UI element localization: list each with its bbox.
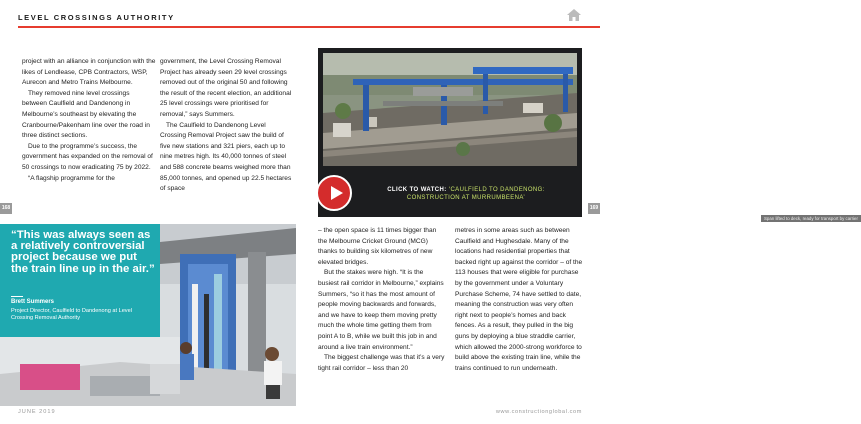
play-icon: [331, 186, 343, 200]
pull-quote: [0, 224, 160, 337]
article-column-4: [455, 226, 583, 374]
quote-text: “This was always seen as a relatively controversial project because we put the train line up in the air.”: [11, 229, 155, 275]
paragraph: “A flagship programme for the: [28, 174, 115, 182]
play-button[interactable]: [316, 175, 352, 211]
quote-divider: [11, 296, 23, 297]
paragraph: The Caulfield to Dandenong Level Crossing Removal Project saw the build of five new stations and 321 piers, each up to nine metres high. Its 40,000 tonnes of steel and 588 concrete beams weighed more than 85,000 tonnes, and opened up 22.5 hectares of space: [160, 121, 292, 193]
page-number-right: 169: [588, 203, 600, 214]
quote-author-name: Brett Summers: [11, 299, 55, 305]
page-number-left: 168: [0, 203, 12, 214]
paragraph: The biggest challenge was that it’s a very tight rail corridor – less than 20: [318, 354, 445, 372]
paragraph: Due to the programme’s success, the government has expanded on the removal of 50 crossings to now eradicating 75 by 2022.: [22, 142, 153, 171]
home-icon[interactable]: [566, 8, 582, 22]
video-title-line2: CONSTRUCTION AT MURRUMBEENA’: [406, 195, 526, 201]
paragraph: But the stakes were high. “It is the busiest rail corridor in Melbourne,” explains Summers, “so it has the most amount of people moving backwards and forwards, and we have to keep them moving pretty much the whole time getting them from point A to B, while we built this job in and around a live train environment.”: [318, 269, 444, 351]
paragraph: – the open space is 11 times bigger than the Melbourne Cricket Ground (MCG) thanks to building six kilometres of new elevated bridges.: [318, 227, 437, 266]
header-rule: [18, 26, 600, 28]
article-column-2: [160, 57, 293, 195]
issue-date: JUNE 2019: [18, 409, 56, 415]
article-column-1: [22, 57, 156, 184]
paragraph: metres in some areas such as between Caulfield and Hughesdale. Many of the locations had residential properties that backed right up against the corridor – of the 113 houses that were eligible for purchase by the government under a Voluntary Purchase Scheme, 74 have settled to date, meaning the construction was very often right next to people’s homes and back fences. As a result, they pulled in the big guns by deploying a blue straddle carrier, which allowed the 2000-strong workforce to build above the existing train line, while the trains continued to run underneath.: [455, 227, 583, 372]
paragraph: project with an alliance in conjunction with the likes of Lendlease, CPB Contractors, WSP, Aurecon and Metro Trains Melbourne.: [22, 58, 156, 87]
website-link[interactable]: www.constructionglobal.com: [495, 409, 582, 415]
click-to-watch-label: CLICK TO WATCH:: [387, 187, 447, 193]
paragraph: They removed nine level crossings between Caulfield and Dandenong in Melbourne’s southeast by elevating the Cranbourne/Pakenham line over the road in three distinct sections.: [22, 89, 150, 140]
article-column-3: [318, 226, 446, 374]
image-caption: Span lifted to deck, ready for transport by carrier: [761, 215, 861, 222]
quote-author-title: Project Director, Caulfield to Dandenong at Level Crossing Removal Authority: [11, 308, 132, 321]
video-title-line1: ‘CAULFIELD TO DANDENONG:: [448, 187, 545, 193]
publication-section-title: LEVEL CROSSINGS AUTHORITY: [18, 13, 175, 22]
construction-photo: [323, 53, 577, 166]
paragraph: government, the Level Crossing Removal Project has already seen 29 level crossings removed out of the original 50 and following the result of the recent election, an additional 25 level crossings were prioritised for removal,” says Summers.: [160, 58, 292, 118]
video-call-to-action[interactable]: [355, 186, 577, 202]
